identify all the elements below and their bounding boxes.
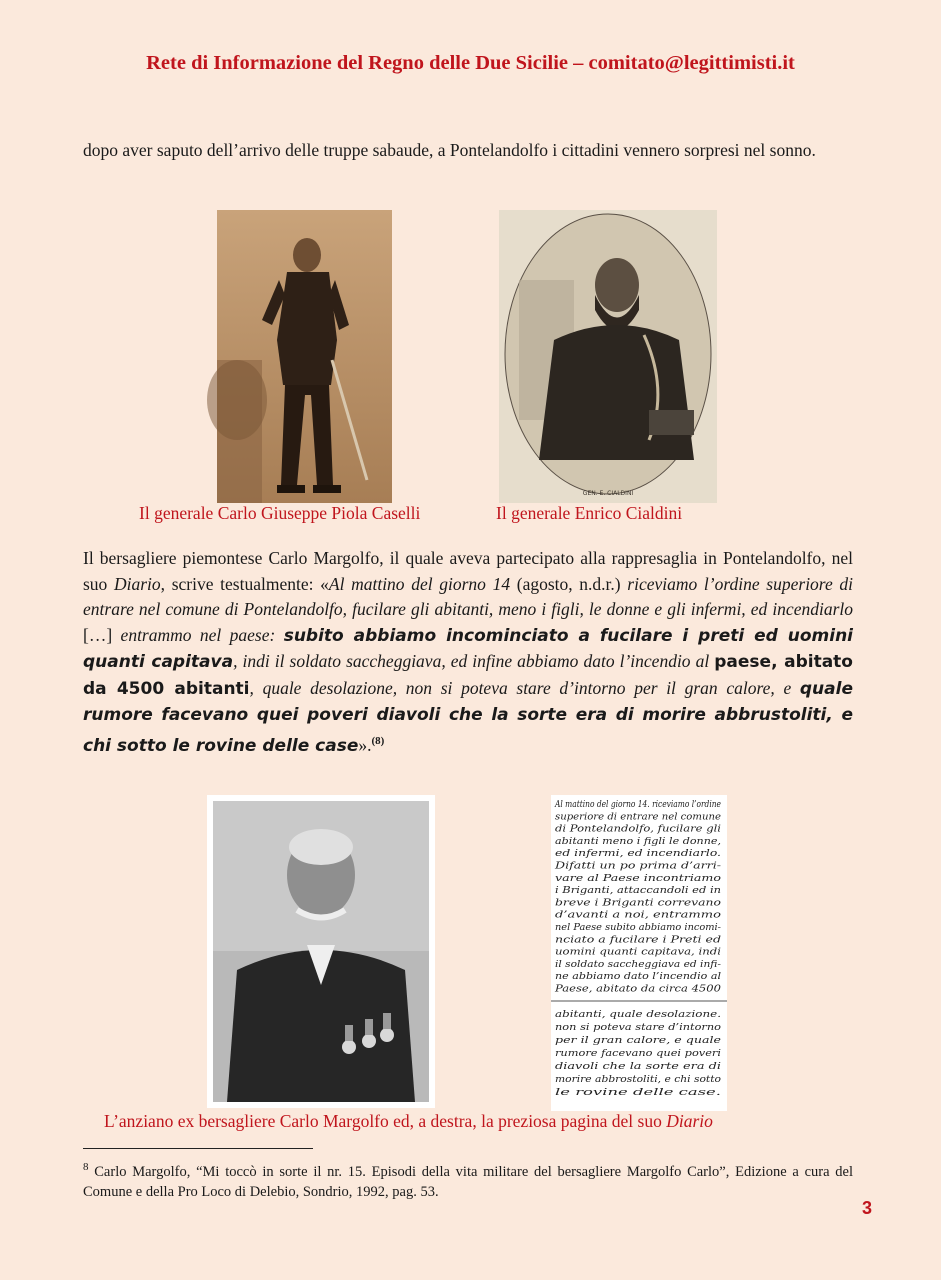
footnote-rule — [83, 1148, 313, 1149]
footnote: $^8$ Carlo Margolfo, “Mi toccò in sorte il nr. 15. Episodi della vita militare del bersagliere Margolfo Carlo”, Edizione a cura del Comune e della Pro Loco di Delebio, Sondrio, 1992, pag. 53. — [83, 1161, 853, 1200]
diary-line: per il gran calore, e quale — [555, 1035, 722, 1046]
photo-caselli — [217, 210, 392, 503]
diary-line: ed infermi, ed incendiarlo. — [555, 848, 721, 860]
diary-line: abitanti, quale desolazione. — [555, 1009, 721, 1020]
diary-line: morire abbrostoliti, e chi sotto — [555, 1074, 722, 1085]
caption-caselli: Il generale Carlo Giuseppe Piola Caselli — [139, 503, 421, 523]
diary-line: superiore di entrare nel comune — [555, 811, 722, 823]
footnote-ref: (8) — [371, 734, 385, 747]
diary-page — [551, 795, 727, 1111]
diary-line: i Briganti, attaccandoli ed in — [555, 885, 721, 897]
page-number: 3 — [862, 1198, 873, 1218]
diary-line: nel Paese subito abbiamo incomi- — [555, 922, 721, 933]
diary-line: uomini quanti capitava, indi — [555, 946, 721, 958]
paragraph-intro: dopo aver saputo dell’arrivo delle truppe sabaude, a Pontelandolfo i cittadini vennero sorpresi nel sonno. — [83, 140, 816, 160]
diary-line: di Pontelandolfo, fucilare gli — [555, 823, 721, 835]
page-header: Rete di Informazione del Regno delle Due Sicilie – comitato@legittimisti.it — [146, 52, 795, 74]
diary-line: vare al Paese incontriamo — [555, 872, 722, 884]
diary-line: Paese, abitato da circa 4500 — [553, 983, 721, 995]
caption-margolfo: L’anziano ex bersagliere Carlo Margolfo ed, a destra, la preziosa pagina del suo Diario — [104, 1111, 713, 1131]
diary-line: nciato a fucilare i Preti ed — [555, 934, 721, 946]
diary-line: breve i Briganti correvano — [555, 897, 722, 909]
diary-line: d’avanti a noi, entrammo — [555, 909, 722, 921]
diary-line: Al mattino del giorno 14. riceviamo l’ordine — [554, 799, 722, 810]
photo-margolfo — [207, 795, 435, 1108]
caption-cialdini: Il generale Enrico Cialdini — [496, 503, 683, 523]
diary-line: le rovine delle case. — [555, 1087, 721, 1098]
diary-line: il soldato saccheggiava ed infi- — [555, 958, 721, 970]
diary-line: abitanti meno i figli le donne, — [555, 835, 721, 847]
diary-line: diavoli che la sorte era di — [555, 1061, 721, 1072]
diary-line: ne abbiamo dato l’incendio al — [555, 971, 721, 983]
engraving-cialdini — [499, 210, 717, 503]
diary-line: rumore facevano quei poveri — [555, 1048, 721, 1059]
plate-label: GEN. E. CIALDINI — [582, 490, 634, 497]
diary-line: non si poteva stare d’intorno — [555, 1022, 722, 1033]
diary-line: Difatti un po prima d’arri- — [553, 860, 721, 872]
paragraph-diary: Il bersagliere piemontese Carlo Margolfo, il quale aveva partecipato alla rappresaglia in Pontelandolfo, nel suo Diario, scrive testualmente: «Al mattino del giorno 14 (agosto, n.d.r.) riceviamo l’ordine superiore di entrare nel comune di Pontelandolfo, fucilare gli abitanti, meno i figli, le donne e gli infermi, ed incendiarlo […] entrammo nel paese: subito abbiamo incominciato a fucilare i preti ed uomini quanti capitava, indi il soldato saccheggiava, ed infine abbiamo dato l’incendio al paese, abitato da 4500 abitanti, quale desolazione, non si poteva stare d’intorno per il gran calore, e quale rumore facevano quei poveri diavoli che la sorte era di morire abbrustoliti, e chi sotto le rovine delle case».$^{(8)}$ — [83, 548, 854, 756]
